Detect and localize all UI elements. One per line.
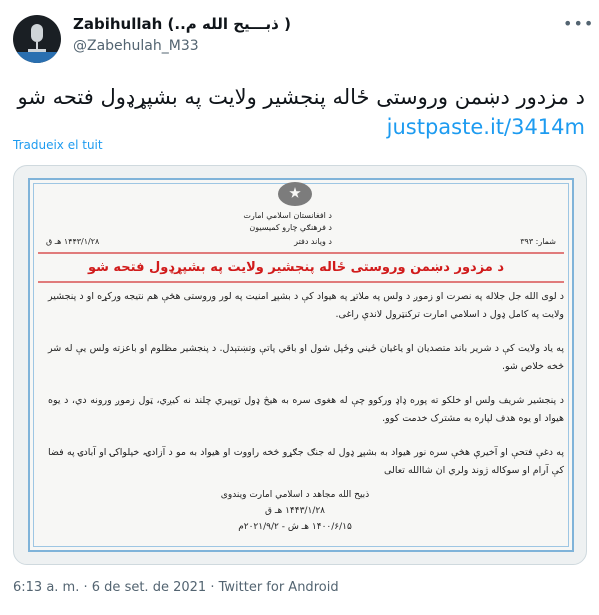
- doc-paragraph: د لوی الله جل جلاله په نصرت او زموږ د ولس په ملاتړ په هیواد کې د بشپړ امنیت په لور وروستی هڅې هم نتیجه ورکړه او د پنجشیر ولایت په کامل ډول د اسلامي امارت ترکنټرول لاندې راغی.: [48, 291, 564, 320]
- doc-paragraph: په دغې فتحې او آخیرې هڅې سره نور هیواد به بشپړ ډول له جنګ جګړو څخه راووت او هیواد به مو د آزادۍ، خپلواکۍ او آبادۍ په فضا کې آرام او سوکاله ژوند ولري ان شاالله تعالی: [48, 447, 564, 476]
- doc-paragraph: د پنجشیر شریف ولس او خلکو ته پوره ډاډ ورکوو چې له هغوی سره به هیڅ ډول توپیري چلند نه کیږي، ټول زموږ ورونه دي، د یوه هیواد او یوه هدف لپاره به مشترک خدمت کوو.: [48, 395, 564, 424]
- tweet-body: د مزدور دښمن وروستی ځاله پنجشیر ولایت په بشپړډول فتحه شو: [17, 85, 585, 109]
- tweet-source[interactable]: Twitter for Android: [218, 580, 339, 595]
- tweet-text: [13, 82, 585, 142]
- statement-document: [28, 178, 574, 552]
- meta-separator: ·: [83, 580, 88, 595]
- author-name[interactable]: Zabihullah (..ذبـــیح الله م ): [73, 15, 291, 33]
- signature-date-solar: ۱۴۰۰/۶/۱۵ هـ ش - ۲۰۲۱/۹/۲م: [238, 522, 352, 532]
- divider: [38, 281, 564, 283]
- emblem-icon: [278, 182, 312, 206]
- divider: [38, 252, 564, 254]
- attached-image[interactable]: [13, 165, 587, 565]
- doc-header-line2: د فرهنګي چارو کمیسیون: [249, 223, 332, 232]
- tweet-time[interactable]: 6:13 a. m.: [13, 580, 80, 595]
- meta-separator: ·: [210, 580, 215, 595]
- doc-paragraph: په یاد ولایت کې د شریر باند متصدیان او یاغیان ځیني وځپل شول او باقي پاتې وتښتېدل. د پنجشیر مظلوم او باعزته ولس یې له شر څخه خلاص شو.: [48, 343, 564, 372]
- doc-title: د مزدور دښمن وروستی ځاله پنجشیر ولایت په بشپړډول فتحه شو: [87, 260, 505, 275]
- avatar[interactable]: [13, 15, 61, 63]
- microphone-icon: [31, 24, 43, 42]
- tweet-date[interactable]: 6 de set. de 2021: [91, 580, 207, 595]
- more-horizontal-icon[interactable]: •••: [563, 14, 595, 33]
- tweet-metadata: [13, 580, 339, 595]
- doc-date: ۱۴۴۳/۱/۲۸ هـ ق: [46, 237, 100, 246]
- tweet-link[interactable]: justpaste.it/3414m: [386, 115, 585, 139]
- doc-office: د ویاند دفتر: [294, 237, 332, 246]
- doc-number: شمار: ۳۹۳: [520, 237, 556, 246]
- signature-date-hijri: ۱۴۴۳/۱/۲۸ هـ ق: [265, 506, 325, 516]
- doc-header-line1: د افغانستان اسلامي امارت: [243, 211, 332, 220]
- author-handle[interactable]: @Zabehulah_M33: [73, 38, 199, 54]
- translate-tweet-link[interactable]: Tradueix el tuit: [13, 138, 103, 152]
- signature-name: ذبیح الله مجاهد د اسلامي امارت ویندوی: [220, 490, 370, 500]
